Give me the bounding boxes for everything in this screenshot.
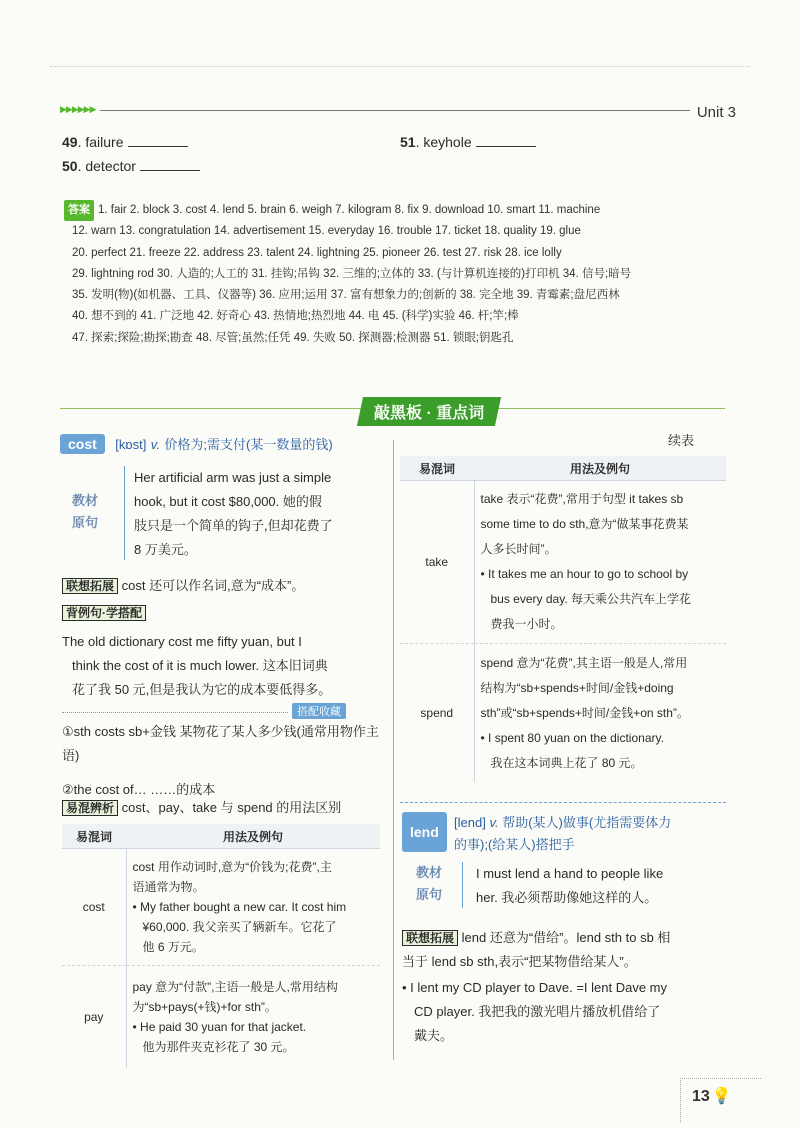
original-sentence-block [402,862,726,912]
answer-line: 20. perfect 21. freeze 22. address 23. talent 24. lightning 25. pioneer 26. test 27. risk 28. ice lolly [72,246,562,259]
answer-line: 35. 发明(物)(如机器、工具、仪器等) 36. 应用;运用 37. 富有想象力的;创新的 38. 完全地 39. 青霉素;盘尼西林 [72,289,620,302]
lend-separator [400,802,726,803]
table-row: cost cost 用作动词时,意为“价钱为;花费”,主 语通常为物。 • My father bought a new car. It cost him ¥60,000. 我父亲买了辆新车。它花了 他 6 万元。 [62,849,380,966]
part-of-speech: v. [150,437,160,452]
answer-line: 47. 探索;探险;勘探;勘查 48. 尽管;虽然;任凭 49. 失败 50. 探测器;检测器 51. 锁眼;钥匙孔 [72,331,514,344]
lend-extension: 联想拓展 lend 还意为“借给”。lend sth to sb 相 当于 lend sb sth,表示“把某物借给某人”。 [402,930,671,969]
banner-title: 敲黑板 · 重点词 [357,397,501,426]
original-rule [462,862,463,908]
usage-table-left [62,824,380,1068]
table-continued: 续表 [668,433,695,448]
original-sentence-block [62,466,382,560]
column-divider [393,440,394,1060]
original-label: 教材 原句 [72,493,99,530]
cost-extension: 联想拓展 cost 还可以作名词,意为“成本”。 [62,574,304,598]
header-line [100,110,690,111]
meaning: 价格为;需支付(某一数量的钱) [164,437,333,452]
lend-example: • I lent my CD player to Dave. =I lent Dave my CD player. 我把我的激光唱片播放机借给了 戴夫。 [402,980,668,1043]
section-banner [60,395,725,425]
collocation-list: ①sth costs sb+金钱 某物花了某人多少钱(通常用物作主语) ②the cost of… ……的成本 [62,724,379,797]
part-of-speech: v. [489,815,499,830]
table-row: take take 表示“花费”,常用于句型 it takes sb some time to do sth,意为“做某事花费某 人多长时间”。 • It takes me an hour to go to school by bus every day. 每天乘公共汽车上学花 费我一小时。 [400,481,726,644]
answer-badge: 答案 [64,200,94,221]
cost-example: The old dictionary cost me fifty yuan, but I think the cost of it is much lower. 这本旧词典 花了我 50 元,但是我认为它的成本要低得多。 [62,634,332,697]
answer-line: 40. 想不到的 41. 广泛地 42. 好奇心 43. 热情地;热烈地 44. 电 45. (科学)实验 46. 杆;竿;棒 [72,310,519,323]
table-header-usage: 用法及例句 [474,456,726,481]
top-rule [50,66,750,67]
extension-label: 联想拓展 [62,578,118,594]
collocation-rule [62,712,288,713]
vocab-item-51: 51. keyhole [400,134,536,150]
vocab-item-49: 49. failure [62,134,188,150]
answer-blank[interactable] [140,170,200,171]
phonetic: [kɒst] [115,437,147,452]
answer-key [64,200,724,349]
table-row: pay pay 意为“付款”,主语一般是人,常用结构 为“sb+pays(+钱)+for sth”。 • He paid 30 yuan for that jacket. 他为那件夹克衫花了 30 元。 [62,966,380,1069]
table-header-usage: 用法及例句 [126,824,380,849]
answer-blank[interactable] [476,146,536,147]
vocab-item-50: 50. detector [62,158,200,174]
answer-blank[interactable] [128,146,188,147]
confuse-heading: 易混辨析 cost、pay、take 与 spend 的用法区别 [62,796,341,820]
table-row: spend spend 意为“花费”,其主语一般是人,常用 结构为“sb+spends+时间/金钱+doing sth”或“sb+spends+时间/金钱+on sth”。 • I spent 80 yuan on the dictionary. 我在这本词典上花了 80 元。 [400,644,726,783]
cost-heading [60,434,390,454]
example-label: 背例句·学搭配 [62,604,146,622]
page-number: 13 💡 [692,1088,732,1105]
extension-label: 联想拓展 [402,930,458,946]
answer-line: 29. lightning rod 30. 人造的;人工的 31. 挂钩;吊钩 32. 三维的;立体的 33. (与计算机连接的)打印机 34. 信号;暗号 [72,267,632,280]
usage-table-right [400,456,726,782]
answer-line: 12. warn 13. congratulation 14. advertisement 15. everyday 16. trouble 17. ticket 18. quality 19. glue [72,225,581,238]
confuse-label: 易混辨析 [62,800,118,816]
original-rule [124,466,125,560]
phonetic: [lend] [454,815,486,830]
header-arrows-icon: ▶▶▶▶▶▶ [60,104,96,114]
answer-line: 答案 1. fair 2. block 3. cost 4. lend 5. brain 6. weigh 7. kilogram 8. fix 9. download 10. smart 11. machine [64,200,724,221]
word-tag-cost: cost [60,434,105,454]
collocation-tag: 搭配收藏 [292,703,346,719]
word-tag-lend: lend [402,812,447,852]
table-header-word: 易混词 [62,824,126,849]
bulb-icon: 💡 [711,1088,732,1105]
original-text: Her artificial arm was just a simple hook, but it cost $80,000. 她的假 肢只是一个简单的钩子,但却花费了 8 万美元。 [134,470,333,557]
table-header-word: 易混词 [400,456,474,481]
meaning: 帮助(某人)做事(尤指需要体力 [502,815,672,830]
unit-label: Unit 3 [696,104,736,121]
original-text: I must lend a hand to people like her. 我必须帮助像她这样的人。 [476,866,664,905]
original-label: 教材 原句 [416,865,443,902]
